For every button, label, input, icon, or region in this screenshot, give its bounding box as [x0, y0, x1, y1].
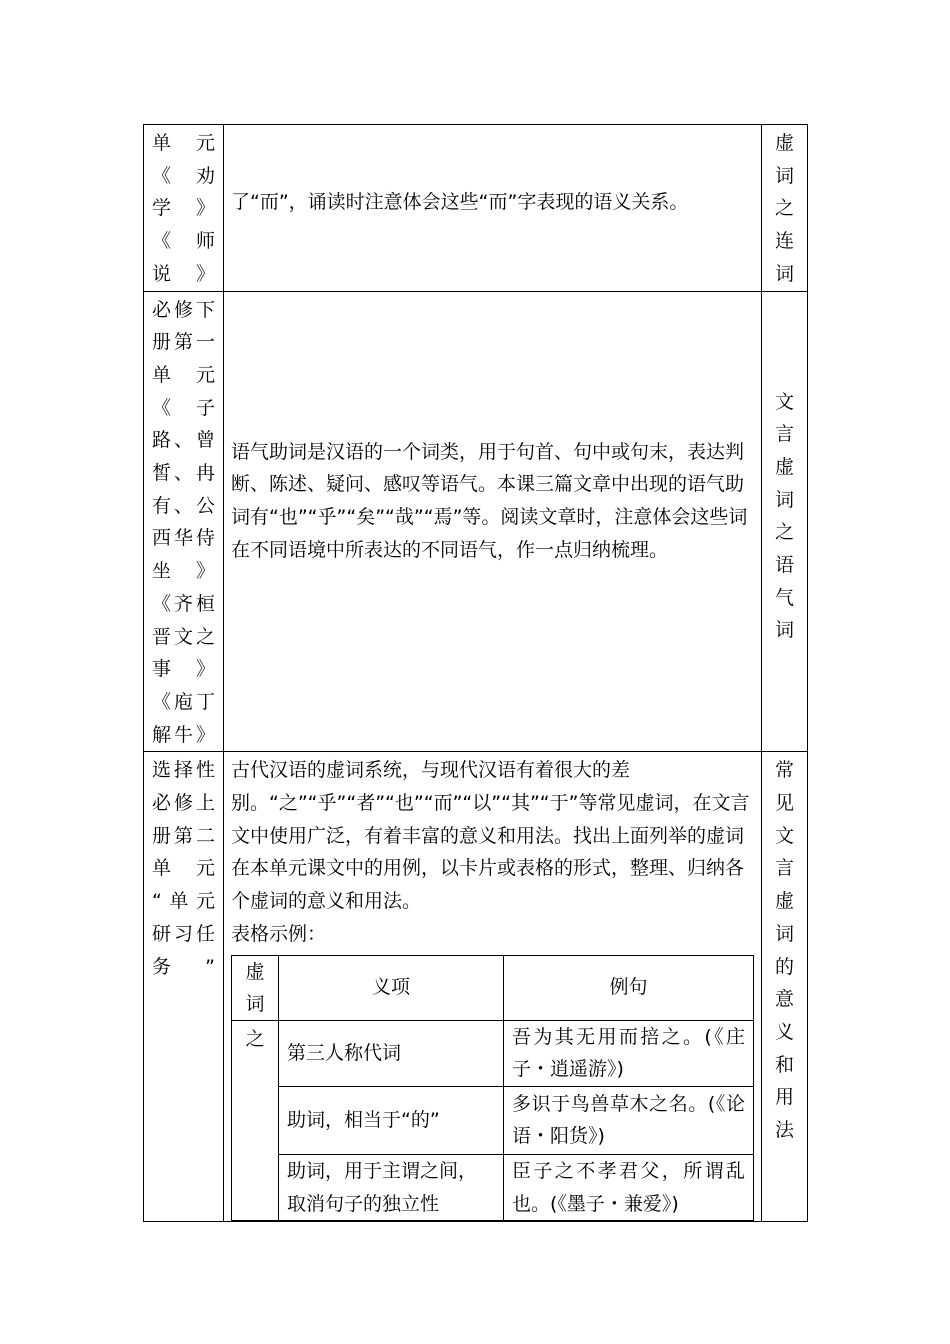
- category-char: 用: [774, 1086, 794, 1109]
- example-cell: 吾为其无用而掊之。(《庄子・逍遥游》): [504, 1020, 754, 1086]
- sense-cell: 第三人称代词: [279, 1020, 504, 1086]
- category-cell: [762, 752, 808, 1222]
- source-line: 说》: [152, 262, 215, 285]
- source-line: 坐 》: [152, 560, 215, 583]
- category-char: 文: [774, 824, 794, 847]
- category-char: 词: [774, 164, 794, 187]
- word-cell: 之: [232, 1020, 279, 1221]
- content-paragraph: 了“而”，诵读时注意体会这些“而”字表现的语义关系。: [231, 191, 689, 213]
- source-line: 路、曾: [152, 429, 215, 452]
- source-line: 西华侍: [152, 527, 215, 550]
- category-char: 虚: [774, 132, 794, 154]
- source-line: “单元: [152, 890, 215, 913]
- category-char: 见: [774, 792, 794, 815]
- example-table: [231, 955, 754, 1222]
- source-line: 册第二: [152, 824, 215, 847]
- category-char: 语: [774, 554, 794, 577]
- source-line: 《 子: [152, 396, 215, 419]
- category-char: 词: [774, 619, 794, 642]
- header-example: 例句: [504, 955, 754, 1020]
- source-line: 册第一: [152, 331, 215, 354]
- table-example-label: 表格示例：: [231, 922, 327, 945]
- content-paragraph: 古代汉语的虚词系统，与现代汉语有着很大的差别。“之”“乎”“者”“也”“而”“以”“其”“于”等常见虚词，在文言文中使用广泛，有着丰富的意义和用法。找出上面列举的虚词在本单元课文中的用例，以卡片或表格的形式，整理、归纳各个虚词的意义和用法。: [231, 759, 750, 913]
- category-char: 常: [774, 759, 794, 782]
- category-char: 法: [774, 1119, 794, 1142]
- example-row: [232, 1086, 754, 1154]
- category-char: 文: [774, 390, 794, 413]
- source-line: 有、公: [152, 494, 215, 517]
- source-line: 研习任: [152, 922, 215, 945]
- category-char: 词: [774, 922, 794, 945]
- curriculum-table: [143, 124, 808, 1222]
- category-char: 虚: [774, 455, 794, 478]
- content-cell: [224, 752, 762, 1222]
- category-cell: [762, 125, 808, 292]
- source-line: 《 师: [152, 230, 215, 253]
- source-cell: [144, 125, 224, 292]
- source-line: 单 元: [152, 363, 215, 386]
- source-cell: [144, 291, 224, 752]
- category-char: 之: [774, 197, 794, 220]
- example-row: [232, 1154, 754, 1220]
- category-char: 虚: [774, 890, 794, 913]
- source-line: 解牛》: [152, 723, 215, 746]
- source-line: 必修上: [152, 792, 215, 815]
- category-char: 气: [774, 586, 794, 609]
- source-line: 选择性: [152, 759, 215, 782]
- category-char: 意: [774, 988, 794, 1011]
- category-char: 的: [774, 955, 794, 978]
- content-paragraph: 语气助词是汉语的一个词类，用于句首、句中或句末，表达判断、陈述、疑问、感叹等语气。本课三篇文章中出现的语气助词有“也”“乎”“矣”“哉”“焉”等。阅读文章时，注意体会这些词在不同语境中所表达的不同语气，作一点归纳梳理。: [231, 440, 748, 561]
- category-char: 和: [774, 1053, 794, 1076]
- category-char: 言: [774, 423, 794, 446]
- example-cell: 臣子之不孝君父，所谓乱也。(《墨子・兼爱》): [504, 1154, 754, 1220]
- source-line: 事 》: [152, 658, 215, 681]
- source-line: 学 》: [152, 197, 215, 220]
- category-char: 词: [774, 262, 794, 285]
- table-row: [144, 291, 808, 752]
- category-char: 之: [774, 521, 794, 544]
- source-line: 单 元: [152, 132, 215, 154]
- source-line: 单 元: [152, 857, 215, 880]
- source-line: 必修下: [152, 298, 215, 321]
- header-sense: 义项: [279, 955, 504, 1020]
- category-char: 词: [774, 488, 794, 511]
- source-line: 《庖丁: [152, 690, 215, 713]
- source-line: 晋文之: [152, 625, 215, 648]
- source-line: 皙、冉: [152, 462, 215, 485]
- source-line: 《 劝: [152, 164, 215, 187]
- source-line: 《齐桓: [152, 592, 215, 615]
- example-table-header: [232, 955, 754, 1020]
- category-char: 义: [774, 1020, 794, 1043]
- header-word: 虚词: [232, 955, 279, 1020]
- content-cell: [224, 125, 762, 292]
- sense-cell: 助词，用于主谓之间，取消句子的独立性: [279, 1154, 504, 1220]
- category-cell: [762, 291, 808, 752]
- table-row: [144, 125, 808, 292]
- source-cell: [144, 752, 224, 1222]
- example-row: [232, 1020, 754, 1086]
- table-row: [144, 752, 808, 1222]
- sense-cell: 助词，相当于“的”: [279, 1086, 504, 1154]
- example-cell: 多识于鸟兽草木之名。(《论语・阳货》): [504, 1086, 754, 1154]
- category-char: 连: [774, 230, 794, 253]
- source-line: 务”: [152, 955, 215, 978]
- content-cell: [224, 291, 762, 752]
- category-char: 言: [774, 857, 794, 880]
